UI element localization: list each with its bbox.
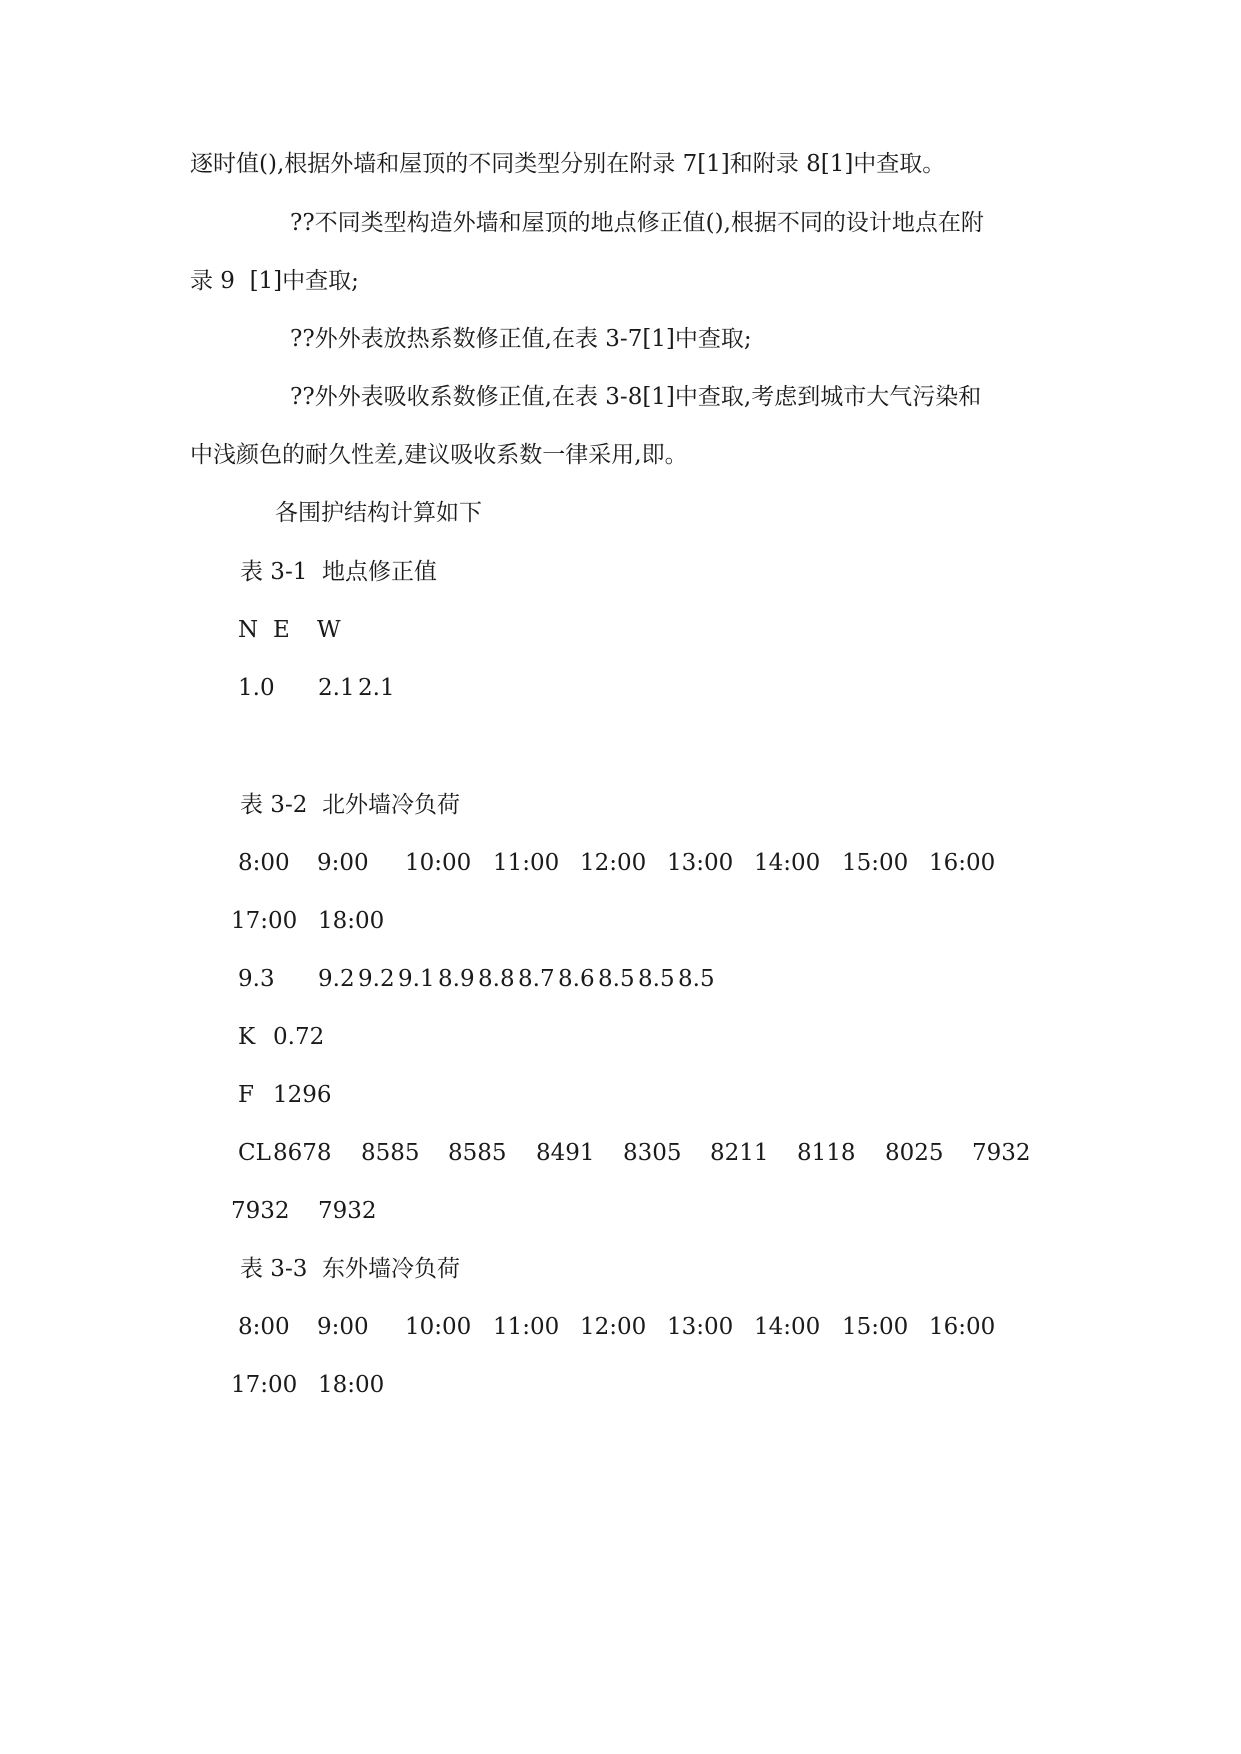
table-cell: 15:00	[842, 1314, 909, 1340]
table-title: 表 3-3 东外墙冷负荷	[240, 1256, 460, 1282]
table-cell: 8.6	[558, 966, 595, 992]
table-cell: 11:00	[493, 850, 560, 876]
table-cell: 8585	[448, 1140, 507, 1166]
table-cell: 17:00	[231, 908, 298, 934]
paragraph-line: 中浅颜色的耐久性差,建议吸收系数一律采用,即。	[190, 442, 688, 468]
table-cell: 8.5	[598, 966, 635, 992]
table-cell: 18:00	[318, 1372, 385, 1398]
table-cell: 1.0	[238, 675, 275, 701]
table-cell: 8118	[797, 1140, 856, 1166]
table-cell: 8211	[710, 1140, 769, 1166]
paragraph-line: ??外外表吸收系数修正值,在表 3-8[1]中查取,考虑到城市大气污染和	[290, 384, 982, 410]
table-row-label: F	[238, 1082, 254, 1108]
table-cell: 7932	[972, 1140, 1031, 1166]
paragraph-line: ??不同类型构造外墙和屋顶的地点修正值(),根据不同的设计地点在附	[290, 210, 984, 236]
table-cell: 2.1	[318, 675, 355, 701]
table-cell: 8491	[536, 1140, 595, 1166]
table-cell: 9.2	[318, 966, 355, 992]
paragraph-line: 逐时值(),根据外墙和屋顶的不同类型分别在附录 7[1]和附录 8[1]中查取。	[190, 151, 946, 177]
table-cell: 15:00	[842, 850, 909, 876]
table-title: 表 3-1 地点修正值	[240, 559, 437, 585]
table-cell: 18:00	[318, 908, 385, 934]
table-cell: 8.8	[478, 966, 515, 992]
paragraph-line: 录 9 [1]中查取;	[190, 268, 359, 294]
table-cell: 7932	[318, 1198, 377, 1224]
table-cell: 9:00	[317, 1314, 369, 1340]
table-cell: 14:00	[754, 850, 821, 876]
table-cell: W	[317, 617, 341, 643]
table-row-label: CL	[238, 1140, 271, 1166]
paragraph-line: ??外外表放热系数修正值,在表 3-7[1]中查取;	[290, 326, 752, 352]
table-cell: N	[238, 617, 259, 643]
table-cell: 8:00	[238, 1314, 290, 1340]
paragraph-line: 各围护结构计算如下	[275, 500, 482, 526]
table-cell: 12:00	[580, 850, 647, 876]
table-cell: 8025	[885, 1140, 944, 1166]
table-cell: 16:00	[929, 850, 996, 876]
table-cell: 8305	[623, 1140, 682, 1166]
table-cell: 8585	[361, 1140, 420, 1166]
table-cell: 10:00	[405, 1314, 472, 1340]
table-cell: 12:00	[580, 1314, 647, 1340]
table-cell: 14:00	[754, 1314, 821, 1340]
table-cell: 8.9	[438, 966, 475, 992]
table-cell: 1296	[273, 1082, 332, 1108]
table-title: 表 3-2 北外墙冷负荷	[240, 792, 460, 818]
table-cell: 8.5	[638, 966, 675, 992]
table-cell: 11:00	[493, 1314, 560, 1340]
table-cell: 8.5	[678, 966, 715, 992]
table-cell: 7932	[231, 1198, 290, 1224]
table-cell: 17:00	[231, 1372, 298, 1398]
table-cell: 8.7	[518, 966, 555, 992]
table-cell: 16:00	[929, 1314, 996, 1340]
table-row-label: K	[238, 1024, 256, 1050]
table-cell: 8678	[273, 1140, 332, 1166]
table-cell: 13:00	[667, 850, 734, 876]
table-cell: 9.1	[398, 966, 435, 992]
table-cell: 13:00	[667, 1314, 734, 1340]
table-cell: 9.3	[238, 966, 275, 992]
table-cell: 10:00	[405, 850, 472, 876]
table-cell: E	[273, 617, 290, 643]
table-cell: 2.1	[358, 675, 395, 701]
table-cell: 9.2	[358, 966, 395, 992]
table-cell: 8:00	[238, 850, 290, 876]
table-cell: 9:00	[317, 850, 369, 876]
table-cell: 0.72	[273, 1024, 325, 1050]
